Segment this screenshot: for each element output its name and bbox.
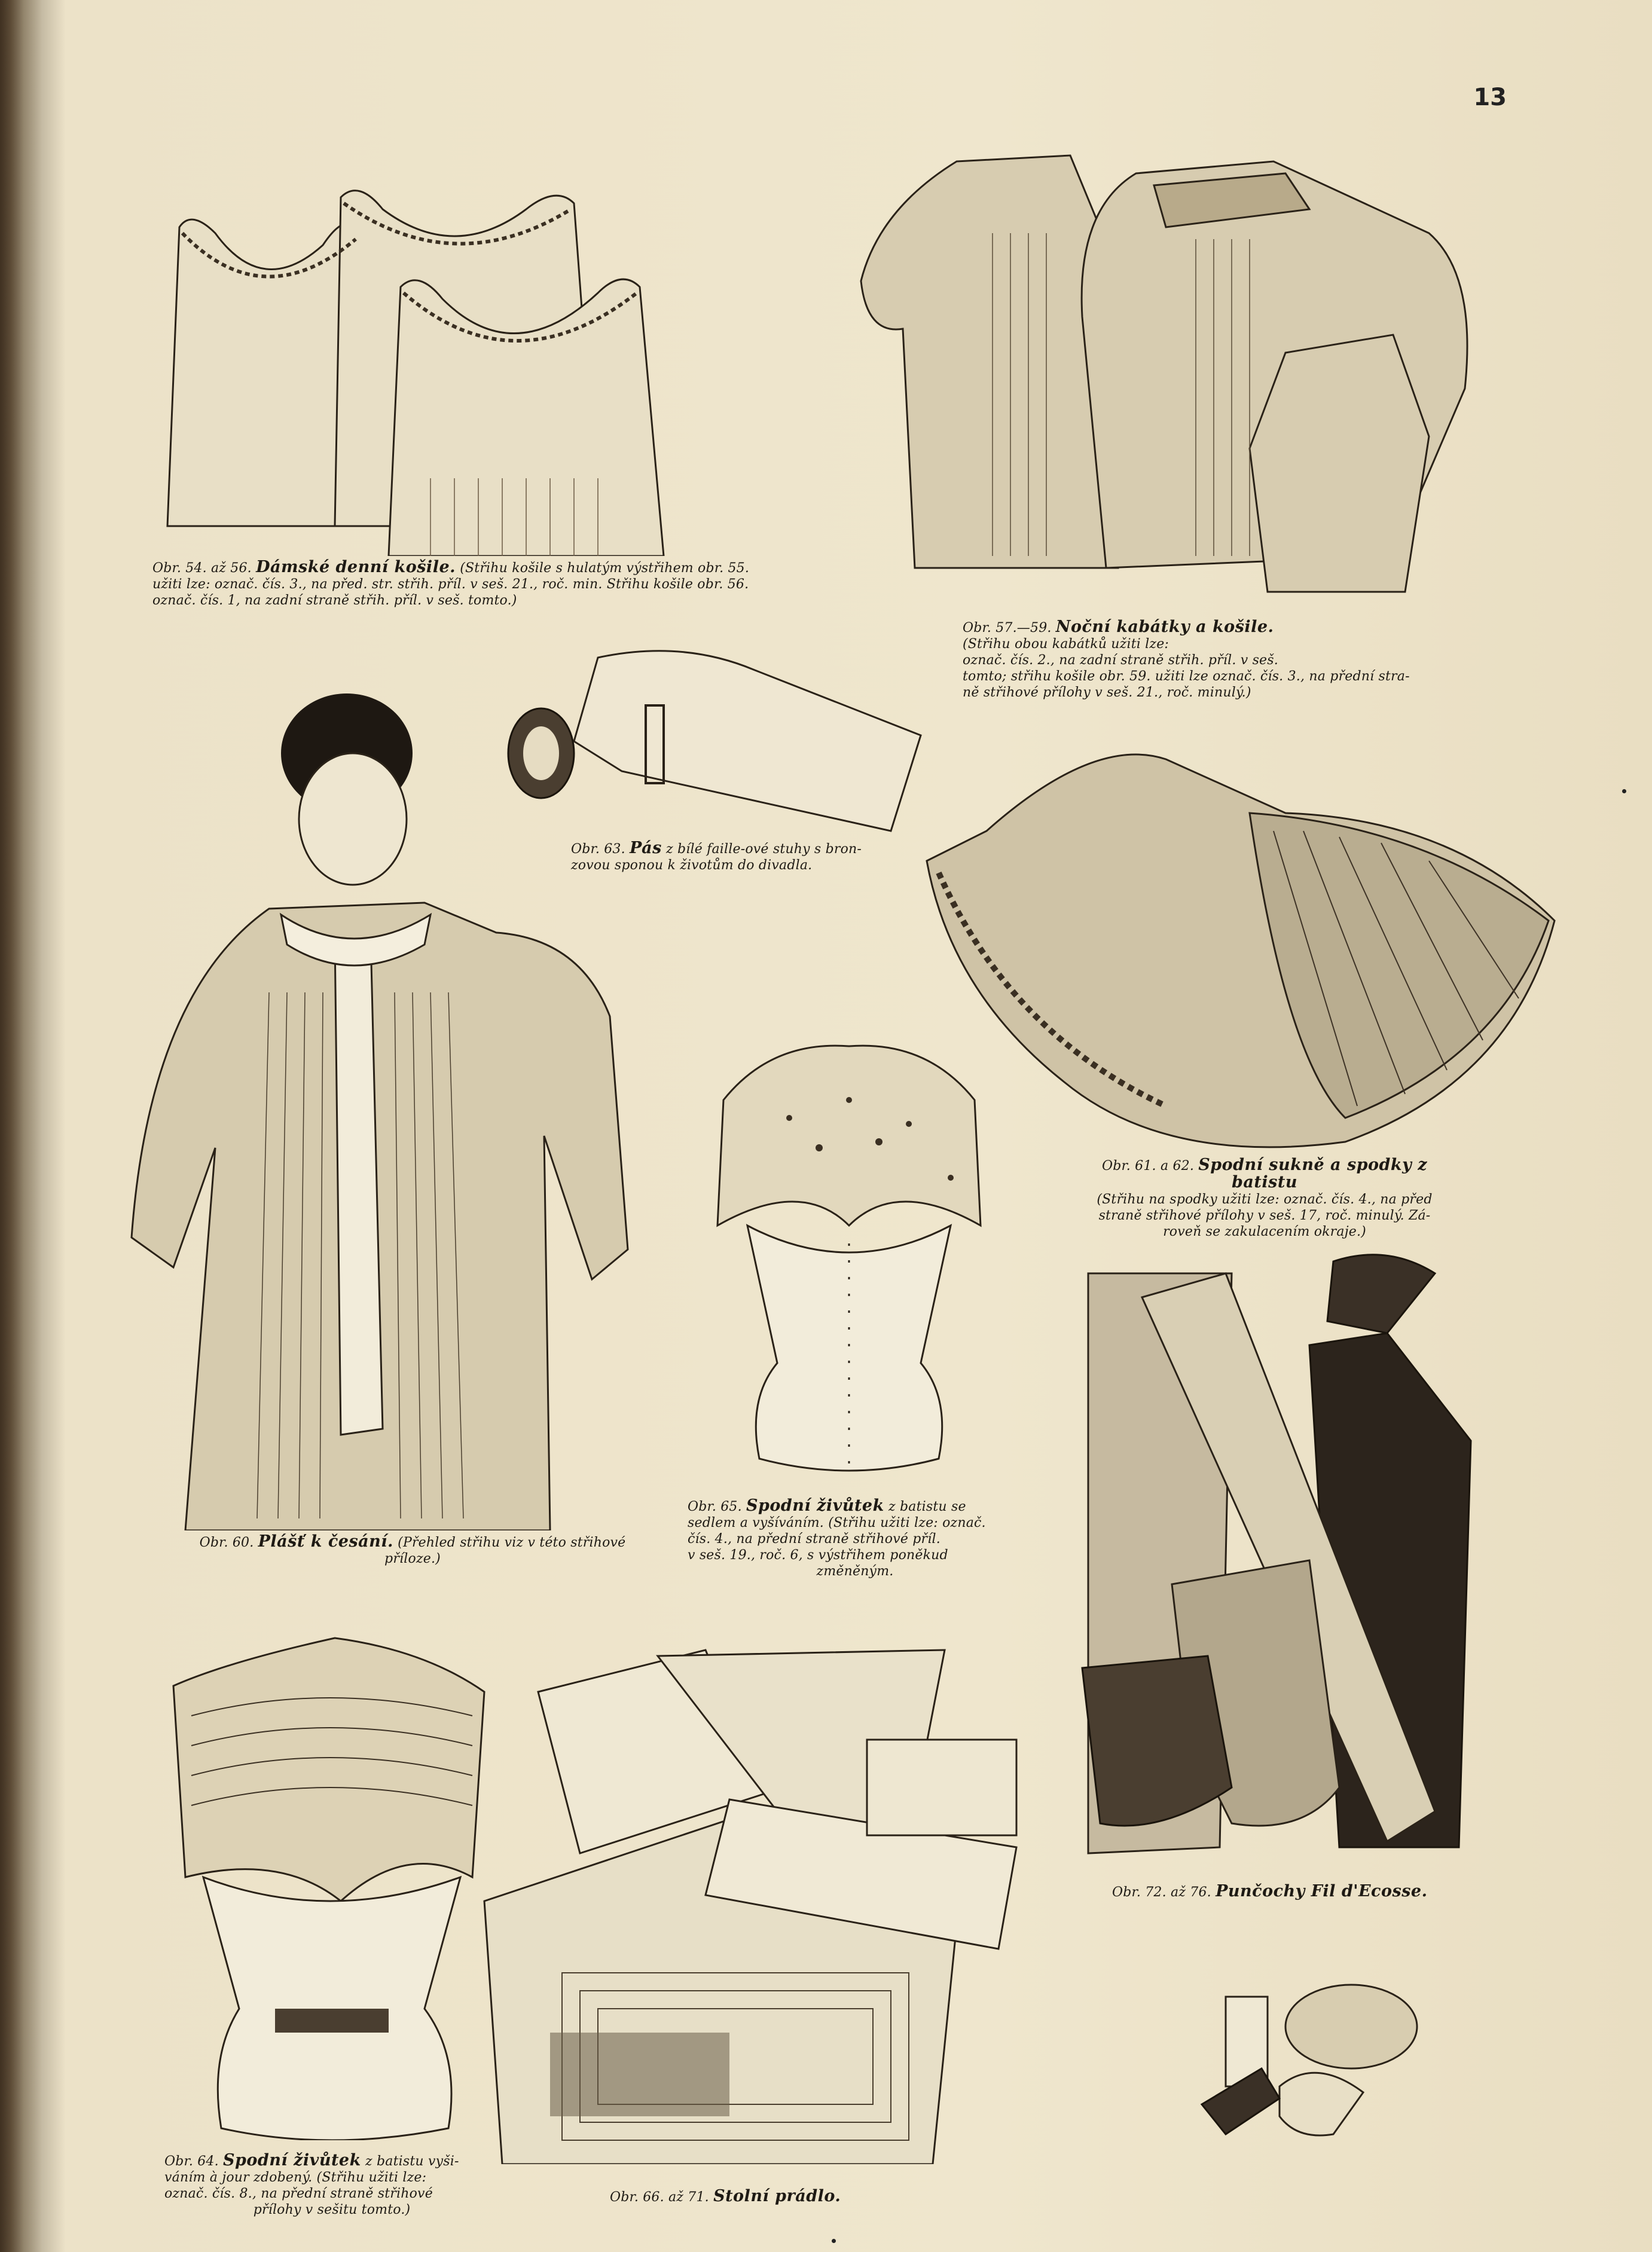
stockings-illustration	[1052, 1249, 1507, 1871]
table-linen-caption: Obr. 66. až 71. Stolní prádlo.	[610, 2187, 841, 2205]
night-jackets-illustration	[855, 137, 1501, 604]
petticoats-caption: Obr. 61. a 62. Spodní sukně a spodky z batistu (Střihu na spodky užiti lze: označ. čís. 4., na před straně střihové přílohy v seš. 17, roč. minulý. Zá- roveň se zakulacením okraje.)	[1097, 1156, 1433, 1239]
toiletries-vignette	[1190, 1961, 1441, 2140]
night-jackets-caption: Obr. 57.—59. Noční kabátky a košile. (Střihu obou kabátků užiti lze: označ. čís. 2., na zadní straně střih. příl. v seš. tomto; střihu košile obr. 59. užiti lze označ. čís. 3., na přední stra- ně střihové přílohy v seš. 21., roč. minulý.)	[963, 618, 1410, 700]
chemises-illustration	[143, 143, 813, 556]
belt-caption: Obr. 63. Pás z bílé faille-ové stuhy s bron- zovou sponou k životům do divadla.	[571, 839, 862, 873]
dressing-coat-illustration	[90, 682, 706, 1530]
bodice-64-illustration	[149, 1626, 508, 2140]
chemises-caption: Obr. 54. až 56. Dámské denní košile. (Střihu košile s hulatým výstřihem obr. 55. užiti lze: označ. čís. 3., na před. str. střih. příl. v seš. 21., roč. min. Střihu košile obr. 56. označ. čís. 1, na zadní straně střih. příl. v seš. tomto.)	[152, 558, 750, 608]
table-linen-illustration	[478, 1638, 1046, 2164]
stockings-caption: Obr. 72. až 76. Punčochy Fil d'Ecosse.	[1112, 1882, 1428, 1900]
bodice-65-illustration	[700, 1028, 998, 1483]
binding-shadow	[0, 0, 66, 2252]
ornament-dot	[1622, 789, 1626, 793]
ornament-dot	[832, 2239, 836, 2243]
dressing-coat-caption: Obr. 60. Plášť k česání. (Přehled střihu viz v této střihové příloze.)	[199, 1532, 626, 1566]
page-number: 13	[1473, 84, 1507, 111]
bodice-64-caption: Obr. 64. Spodní živůtek z batistu vyši- váním à jour zdobený. (Střihu užiti lze: označ. čís. 8., na přední straně střihové přílohy v sešitu tomto.)	[164, 2151, 459, 2217]
bodice-65-caption: Obr. 65. Spodní živůtek z batistu se sedlem a vyšíváním. (Střihu užiti lze: označ. čís. 4., na přední straně střihové příl. v seš. 19., roč. 6, s výstřihem poněkud změněným.	[688, 1496, 986, 1579]
petticoats-illustration	[915, 723, 1567, 1154]
